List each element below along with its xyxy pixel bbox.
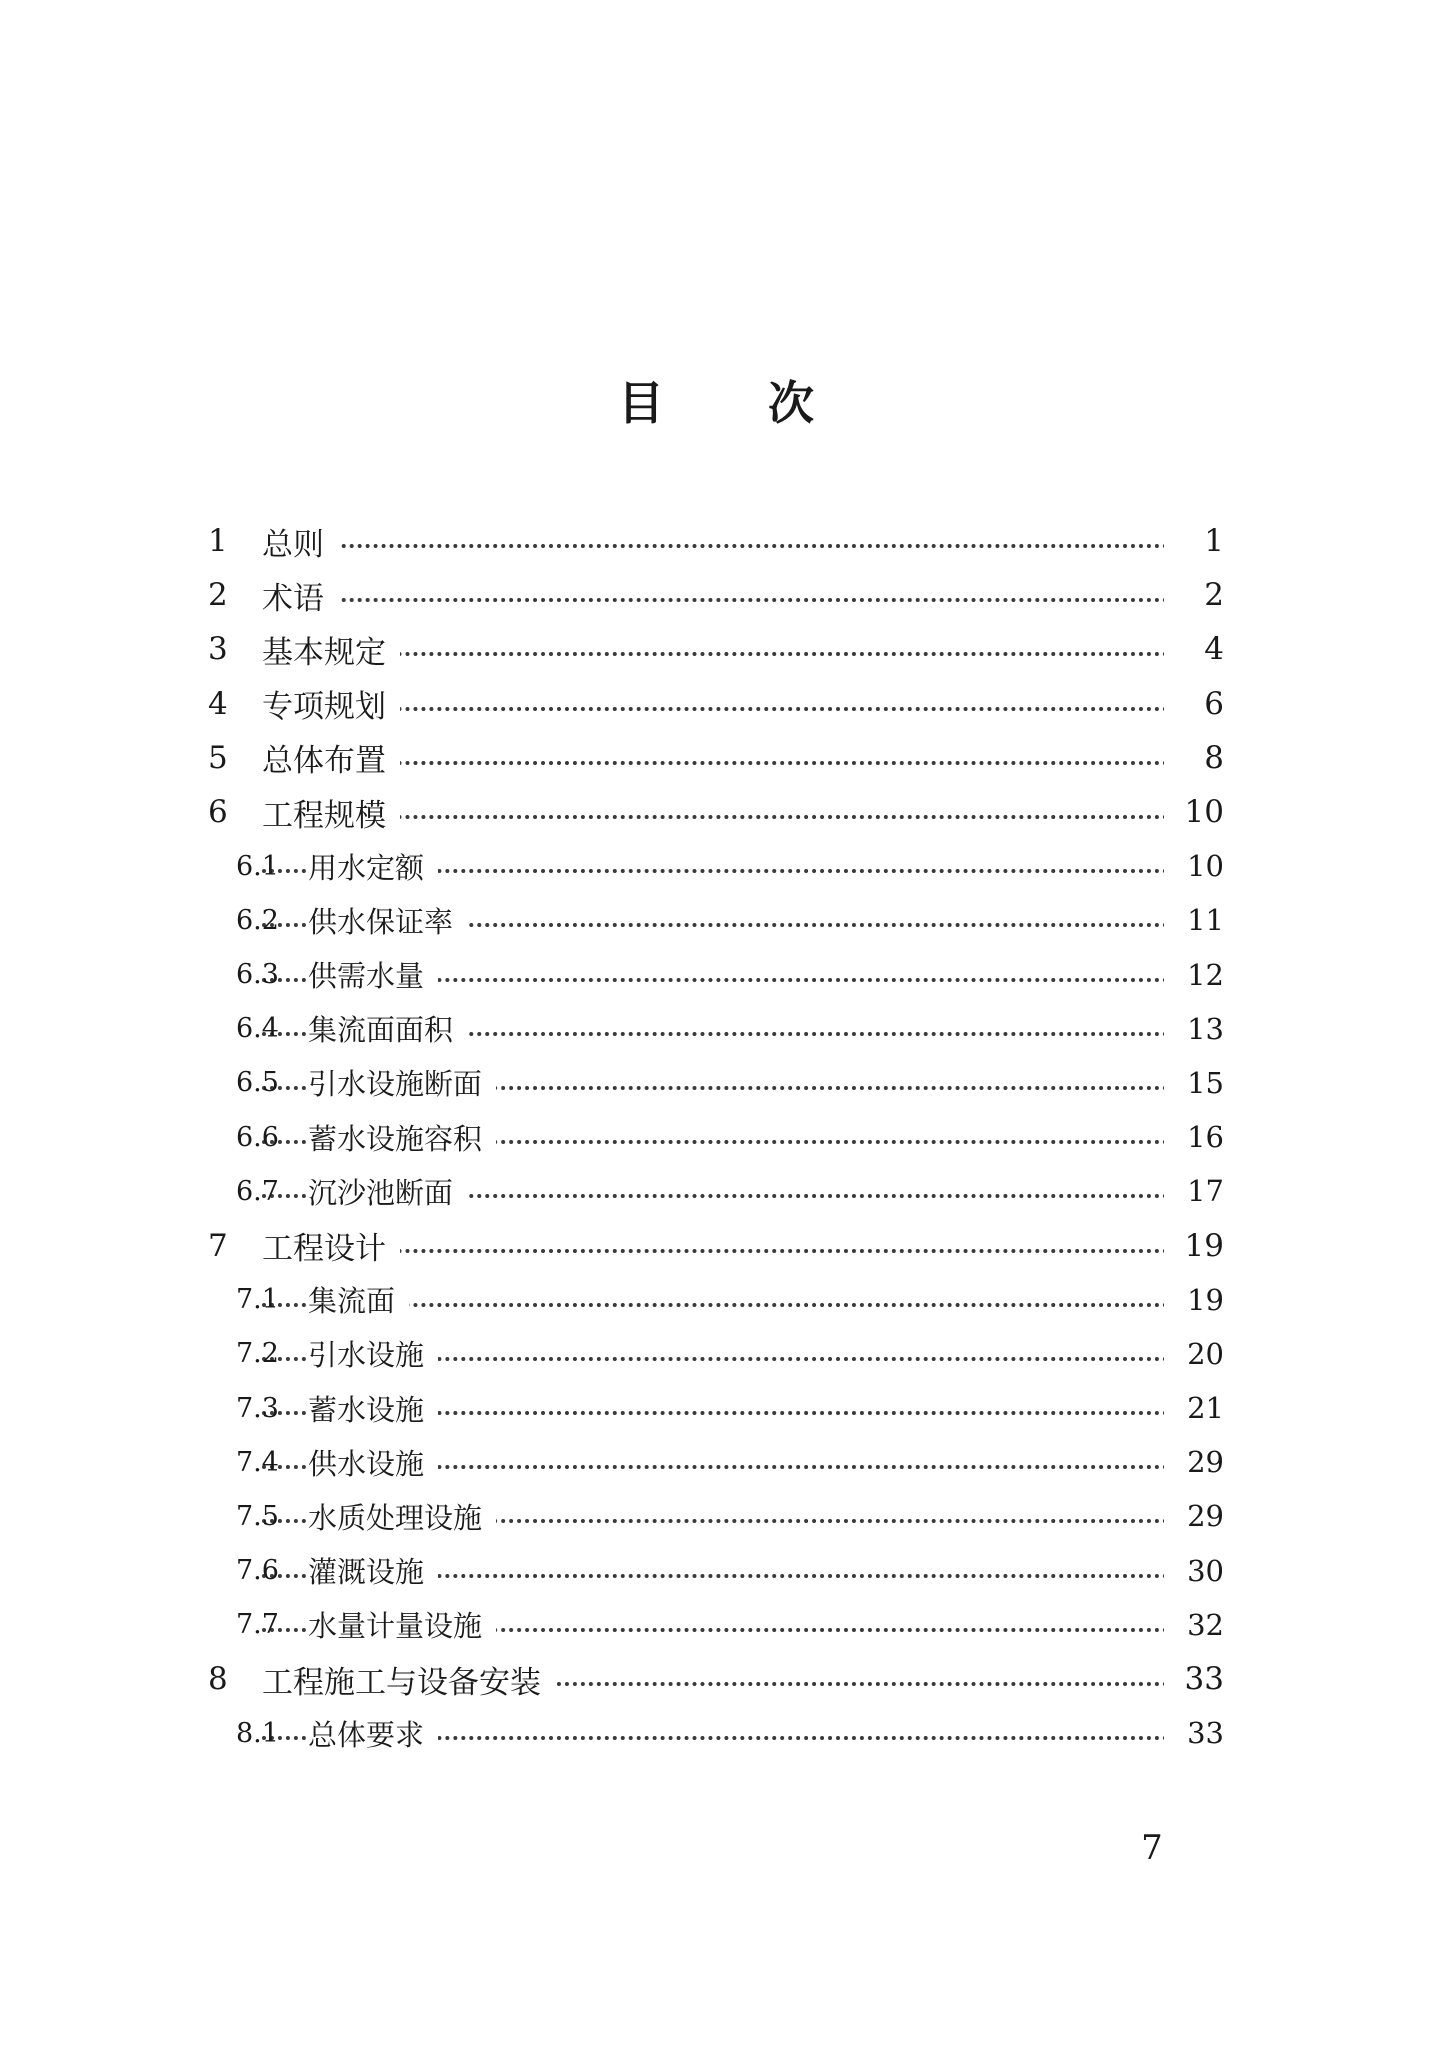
toc-subsection-entry [0,1327,1432,1381]
page-title: 目 次 [617,376,858,430]
toc-subsection-entry [0,893,1432,947]
toc-entry-title: 工程施工与设备安装 [262,1657,555,1702]
toc-entry-page: 19 [1164,1283,1224,1317]
toc-entry-page: 13 [1164,1012,1224,1046]
toc-entry-number: 6.1 [236,850,279,882]
toc-entry-title: 供水保证率 [308,900,467,941]
toc-subsection-entry [0,1164,1432,1218]
toc-entry-title: 供水设施 [308,1442,438,1483]
toc-entry-page: 8 [1164,740,1224,776]
toc-entry-number: 8 [208,1661,228,1698]
toc-entry-title: 集流面面积 [308,1008,467,1049]
toc-entry-number: 5 [208,739,228,776]
toc-entry-number: 4 [208,685,228,722]
toc-chapter-entry [0,785,1432,839]
toc-entry-title: 集流面 [308,1279,409,1320]
toc-subsection-entry [0,948,1432,1002]
toc-entry-page: 33 [1164,1716,1224,1750]
toc-entry-number: 7.4 [236,1446,279,1478]
toc-entry-number: 7.1 [236,1284,279,1316]
toc-entry-title: 引水设施断面 [308,1062,496,1103]
toc-entry-page: 29 [1164,1499,1224,1533]
toc-subsection-entry [0,1544,1432,1598]
toc-chapter-entry [0,677,1432,731]
toc-entry-title: 工程规模 [262,790,400,835]
toc-subsection-entry [0,1435,1432,1489]
toc-chapter-entry [0,568,1432,622]
toc-entry-page: 12 [1164,958,1224,992]
page-number: 7 [1141,1828,1163,1868]
toc-subsection-entry [0,1056,1432,1110]
toc-subsection-entry [0,1002,1432,1056]
table-of-contents [0,514,1432,1760]
toc-entry-title: 灌溉设施 [308,1550,438,1591]
toc-entry-page: 4 [1164,631,1224,667]
toc-entry-page: 21 [1164,1391,1224,1425]
toc-subsection-entry [0,1489,1432,1543]
toc-entry-title: 总则 [262,519,338,564]
toc-entry-number: 8.1 [236,1717,279,1749]
toc-entry-number: 7 [208,1227,228,1264]
toc-entry-page: 20 [1164,1337,1224,1371]
toc-entry-number: 7.5 [236,1500,279,1532]
toc-entry-title: 水质处理设施 [308,1496,496,1537]
dot-leader [262,598,1168,602]
dot-leader [262,544,1168,548]
toc-subsection-entry [0,1273,1432,1327]
toc-entry-title: 专项规划 [262,681,400,726]
toc-entry-page: 2 [1164,577,1224,613]
toc-entry-title: 术语 [262,573,338,618]
toc-entry-number: 7.2 [236,1338,279,1370]
toc-entry-title: 总体要求 [308,1713,438,1754]
toc-entry-number: 7.7 [236,1609,279,1641]
toc-entry-page: 30 [1164,1554,1224,1588]
toc-entry-page: 16 [1164,1120,1224,1154]
toc-entry-page: 19 [1164,1228,1224,1264]
toc-entry-number: 6.5 [236,1067,279,1099]
toc-entry-title: 工程设计 [262,1223,400,1268]
toc-entry-number: 1 [208,523,228,560]
toc-entry-page: 6 [1164,686,1224,722]
toc-entry-number: 6.6 [236,1121,279,1153]
toc-subsection-entry [0,1706,1432,1760]
toc-entry-number: 7.6 [236,1555,279,1587]
toc-entry-page: 33 [1164,1661,1224,1697]
toc-subsection-entry [0,1598,1432,1652]
toc-entry-number: 6.7 [236,1175,279,1207]
toc-entry-title: 总体布置 [262,735,400,780]
toc-entry-number: 7.3 [236,1392,279,1424]
toc-subsection-entry [0,1381,1432,1435]
toc-chapter-entry [0,1218,1432,1272]
toc-entry-title: 供需水量 [308,954,438,995]
toc-entry-page: 17 [1164,1174,1224,1208]
toc-chapter-entry [0,1652,1432,1706]
toc-subsection-entry [0,1110,1432,1164]
toc-entry-title: 水量计量设施 [308,1604,496,1645]
toc-entry-number: 3 [208,631,228,668]
toc-entry-page: 15 [1164,1066,1224,1100]
toc-subsection-entry [0,839,1432,893]
toc-entry-title: 用水定额 [308,846,438,887]
toc-entry-title: 基本规定 [262,627,400,672]
toc-entry-page: 29 [1164,1445,1224,1479]
toc-chapter-entry [0,731,1432,785]
toc-entry-title: 蓄水设施容积 [308,1117,496,1158]
toc-entry-number: 6 [208,794,228,831]
toc-chapter-entry [0,622,1432,676]
toc-entry-page: 32 [1164,1608,1224,1642]
toc-entry-title: 引水设施 [308,1333,438,1374]
toc-entry-number: 6.2 [236,904,279,936]
toc-entry-page: 11 [1164,903,1224,937]
toc-chapter-entry [0,514,1432,568]
toc-entry-page: 1 [1164,523,1224,559]
toc-entry-title: 蓄水设施 [308,1388,438,1429]
toc-entry-page: 10 [1164,849,1224,883]
toc-entry-number: 2 [208,577,228,614]
toc-entry-number: 6.4 [236,1013,279,1045]
toc-entry-page: 10 [1164,794,1224,830]
toc-entry-title: 沉沙池断面 [308,1171,467,1212]
toc-entry-number: 6.3 [236,959,279,991]
